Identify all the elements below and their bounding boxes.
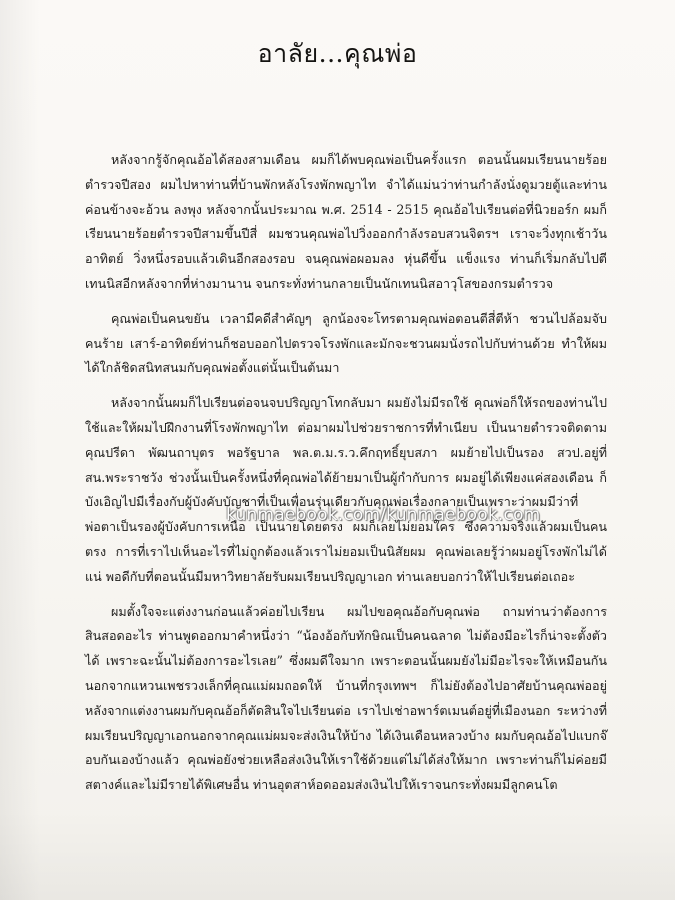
page-bottom-shadow — [0, 810, 675, 900]
page-gutter-shadow — [0, 0, 40, 900]
paragraph: หลังจากรู้จักคุณอ้อได้สองสามเดือน ผมก็ได้พบคุณพ่อเป็นครั้งแรก ตอนนั้นผมเรียนนายร้อยตำรวจปีสอง ผมไปหาท่านที่บ้านพักหลังโรงพักพญาไท จำได้แม่นว่าท่านกำลังนั่งดูมวยตู้และท่านค่อนข้างจะอ้วน ลงพุง หลังจากนั้นประมาณ พ.ศ. 2514 - 2515 คุณอ้อไปเรียนต่อที่นิวยอร์ก ผมก็เรียนนายร้อยตำรวจปีสามขึ้นปีสี่ ผมชวนคุณพ่อไปวิ่งออกกำลังรอบสวนจิตรฯ เราจะวิ่งทุกเช้าวันอาทิตย์ วิ่งหนึ่งรอบแล้วเดินอีกสองรอบ จนคุณพ่อผอมลง หุ่นดีขึ้น แข็งแรง ท่านก็เริ่มกลับไปตีเทนนิสอีกหลังจากที่ห่างมานาน จนกระทั่งท่านกลายเป็นนักเทนนิสอาวุโสของกรมตำรวจ — [85, 152, 607, 291]
body-text — [85, 148, 607, 808]
paragraph: หลังจากนั้นผมก็ไปเรียนต่อจนจบปริญญาโทกลับมา ผมยังไม่มีรถใช้ คุณพ่อก็ให้รถของท่านไปใช้และให้ผมไปฝึกงานที่โรงพักพญาไท ต่อมาผมไปช่วยราชการที่ทำเนียบ เป็นนายตำรวจติดตามคุณปรีดา พัฒนถาบุตร พอรัฐบาล พล.ต.ม.ร.ว.คึกฤทธิ์ยุบสภา ผมย้ายไปเป็นรอง สวป.อยู่ที่ สน.พระราชวัง ช่วงนั้นเป็นครั้งหนึ่งที่คุณพ่อได้ย้ายมาเป็นผู้กำกับการ ผมอยู่ได้เพียงแค่สองเดือน ก็บังเอิญไปมีเรื่องกับผู้บังคับบัญชาที่เป็นเพื่อนรุ่นเดียวกับคุณพ่อเรื่องกลายเป็นเพราะว่าผมมีว่าที่พ่อตาเป็นรองผู้บังคับการเหนือ เป็นนายโดยตรง ผมก็เลยไม่ยอมใคร ซึ่งความจริงแล้วผมเป็นคนตรง การที่เราไปเห็นอะไรที่ไม่ถูกต้องแล้วเราไม่ยอมเป็นนิสัยผม คุณพ่อเลยรู้ว่าผมอยู่โรงพักไม่ได้แน่ พอดีกับที่ตอนนั้นมีมหาวิทยาลัยรับผมเรียนปริญญาเอก ท่านเลยบอกว่าให้ไปเรียนต่อเถอะ — [85, 395, 607, 584]
paragraph: คุณพ่อเป็นคนขยัน เวลามีคดีสำคัญๆ ลูกน้องจะโทรตามคุณพ่อตอนตีสี่ตีห้า ชวนไปล้อมจับคนร้าย เสาร์-อาทิตย์ท่านก็ชอบออกไปตรวจโรงพักและมักจะชวนผมนั่งรถไปกับท่านด้วย ทำให้ผมได้ใกล้ชิดสนิทสนมกับคุณพ่อตั้งแต่นั้นเป็นต้นมา — [85, 310, 607, 376]
watermark-text: kunmaebook.com/kunmaebook.com — [226, 505, 541, 525]
chapter-title: อาลัย...คุณพ่อ — [257, 39, 418, 68]
paragraph: ผมตั้งใจจะแต่งงานก่อนแล้วค่อยไปเรียน ผมไปขอคุณอ้อกับคุณพ่อ ถามท่านว่าต้องการสินสอดอะไร ท่านพูดออกมาคำหนึ่งว่า “น้องอ้อกับทักษิณเป็นคนฉลาด ไม่ต้องมีอะไรก็น่าจะตั้งตัวได้ เพราะฉะนั้นไม่ต้องการอะไรเลย” ซึ่งผมดีใจมาก เพราะตอนนั้นผมยังไม่มีอะไรจะให้เหมือนกันนอกจากแหวนเพชรวงเล็กที่คุณแม่ผมถอดให้ บ้านที่กรุงเทพฯ ก็ไม่ยังต้องไปอาศัยบ้านคุณพ่ออยู่ หลังจากแต่งงานผมกับคุณอ้อก็ตัดสินใจไปเรียนต่อ เราไปเช่าอพาร์ตเมนต์อยู่ที่เมืองนอก ระหว่างที่ผมเรียนปริญญาเอกนอกจากคุณแม่ผมจะส่งเงินให้บ้าง ได้เงินเดือนหลวงบ้าง ผมกับคุณอ้อไปแบกจ๊อบกันเองบ้างแล้ว คุณพ่อยังช่วยเหลือส่งเงินให้เราใช้ด้วยแต่ไม่ได้ส่งให้มาก เพราะท่านก็ไม่ค่อยมีสตางค์และไม่มีรายได้พิเศษอื่น ท่านอุตสาห์อดออมส่งเงินไปให้เราจนกระทั่งผมมีลูกคนโต — [85, 603, 607, 793]
